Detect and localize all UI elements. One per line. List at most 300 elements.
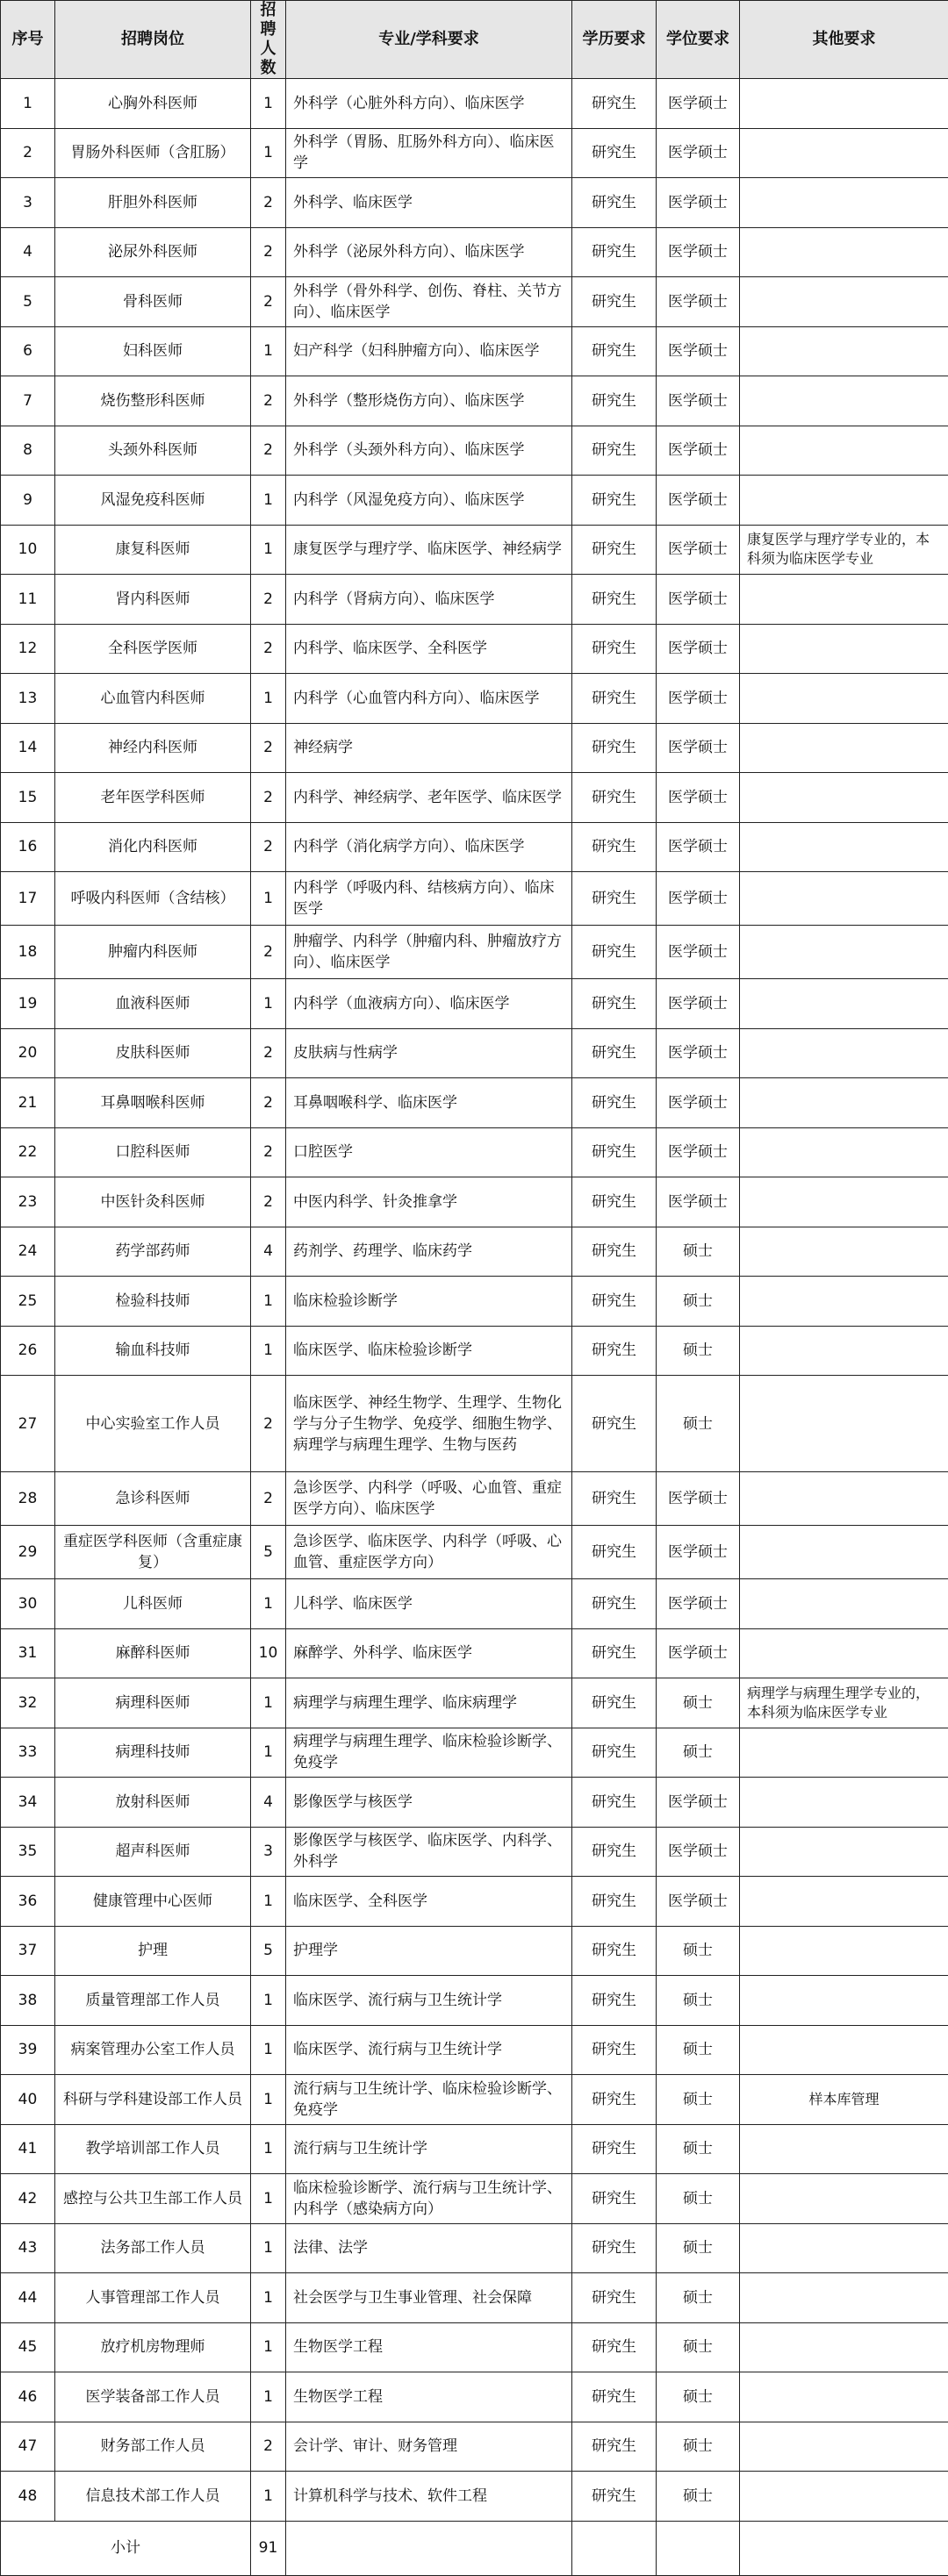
- cell-major: 内科学（血液病方向）、临床医学: [286, 979, 572, 1029]
- cell-position: 肾内科医师: [55, 575, 251, 625]
- table-row: [1, 1526, 948, 1579]
- cell-position: 肿瘤内科医师: [55, 926, 251, 979]
- cell-no: 20: [1, 1028, 55, 1078]
- cell-position: 烧伤整形科医师: [55, 376, 251, 426]
- cell-no: 37: [1, 1926, 55, 1976]
- header-education: 学历要求: [572, 1, 657, 79]
- table-row: [1, 1877, 948, 1927]
- cell-degree: 医学硕士: [657, 1579, 740, 1629]
- table-row: [1, 822, 948, 872]
- cell-education: 研究生: [572, 2273, 657, 2323]
- cell-major: 麻醉学、外科学、临床医学: [286, 1628, 572, 1678]
- cell-no: 38: [1, 1976, 55, 2026]
- cell-degree: 硕士: [657, 2174, 740, 2224]
- cell-other: [740, 2025, 948, 2075]
- table-row: [1, 1376, 948, 1472]
- cell-position: 耳鼻咽喉科医师: [55, 1078, 251, 1128]
- cell-degree: 硕士: [657, 2422, 740, 2472]
- cell-education: 研究生: [572, 1177, 657, 1227]
- cell-degree: 医学硕士: [657, 1078, 740, 1128]
- cell-position: 口腔科医师: [55, 1127, 251, 1177]
- cell-degree: 医学硕士: [657, 674, 740, 724]
- cell-education: 研究生: [572, 2422, 657, 2472]
- cell-no: 48: [1, 2472, 55, 2522]
- cell-major: 病理学与病理生理学、临床病理学: [286, 1678, 572, 1728]
- cell-other: [740, 1177, 948, 1227]
- cell-education: 研究生: [572, 178, 657, 228]
- cell-position: 病理科技师: [55, 1728, 251, 1778]
- cell-no: 40: [1, 2075, 55, 2125]
- cell-no: 16: [1, 822, 55, 872]
- cell-no: 11: [1, 575, 55, 625]
- cell-other: [740, 872, 948, 926]
- cell-degree: 硕士: [657, 2223, 740, 2273]
- cell-no: 46: [1, 2372, 55, 2422]
- cell-major: 临床医学、流行病与卫生统计学: [286, 2025, 572, 2075]
- cell-position: 病理科医师: [55, 1678, 251, 1728]
- cell-position: 输血科技师: [55, 1326, 251, 1376]
- header-no: 序号: [1, 1, 55, 79]
- total-empty-cell: [740, 2521, 948, 2575]
- cell-major: 内科学（呼吸内科、结核病方向）、临床医学: [286, 872, 572, 926]
- cell-education: 研究生: [572, 575, 657, 625]
- cell-degree: 医学硕士: [657, 1827, 740, 1877]
- table-row: [1, 1177, 948, 1227]
- cell-count: 1: [251, 1877, 286, 1927]
- cell-degree: 医学硕士: [657, 277, 740, 327]
- table-row: [1, 2124, 948, 2174]
- cell-position: 财务部工作人员: [55, 2422, 251, 2472]
- cell-count: 2: [251, 178, 286, 228]
- cell-education: 研究生: [572, 1227, 657, 1277]
- cell-other: [740, 1227, 948, 1277]
- cell-other: [740, 277, 948, 327]
- cell-other: [740, 1877, 948, 1927]
- cell-other: [740, 1628, 948, 1678]
- cell-count: 2: [251, 1376, 286, 1472]
- cell-no: 23: [1, 1177, 55, 1227]
- cell-other: [740, 822, 948, 872]
- cell-no: 5: [1, 277, 55, 327]
- cell-major: 计算机科学与技术、软件工程: [286, 2472, 572, 2522]
- cell-education: 研究生: [572, 979, 657, 1029]
- cell-major: 生物医学工程: [286, 2372, 572, 2422]
- cell-degree: 硕士: [657, 2273, 740, 2323]
- table-header-row: [1, 1, 948, 79]
- cell-count: 2: [251, 723, 286, 773]
- cell-position: 药学部药师: [55, 1227, 251, 1277]
- cell-count: 1: [251, 2025, 286, 2075]
- cell-other: [740, 2472, 948, 2522]
- table-row: [1, 426, 948, 476]
- cell-count: 1: [251, 2273, 286, 2323]
- cell-other: [740, 1526, 948, 1579]
- cell-position: 护理: [55, 1926, 251, 1976]
- cell-education: 研究生: [572, 2223, 657, 2273]
- cell-position: 老年医学科医师: [55, 773, 251, 823]
- cell-education: 研究生: [572, 2174, 657, 2224]
- cell-major: 法律、法学: [286, 2223, 572, 2273]
- cell-position: 肝胆外科医师: [55, 178, 251, 228]
- cell-education: 研究生: [572, 525, 657, 575]
- cell-education: 研究生: [572, 1728, 657, 1778]
- cell-count: 1: [251, 2472, 286, 2522]
- cell-education: 研究生: [572, 376, 657, 426]
- cell-education: 研究生: [572, 1926, 657, 1976]
- cell-degree: 医学硕士: [657, 79, 740, 129]
- cell-count: 1: [251, 2075, 286, 2125]
- cell-degree: 医学硕士: [657, 128, 740, 178]
- cell-position: 皮肤科医师: [55, 1028, 251, 1078]
- cell-education: 研究生: [572, 773, 657, 823]
- cell-major: 外科学（骨外科学、创伤、脊柱、关节方向）、临床医学: [286, 277, 572, 327]
- cell-no: 31: [1, 1628, 55, 1678]
- table-row: [1, 2223, 948, 2273]
- cell-other: [740, 1376, 948, 1472]
- cell-major: 急诊医学、内科学（呼吸、心血管、重症医学方向）、临床医学: [286, 1472, 572, 1526]
- cell-degree: 医学硕士: [657, 426, 740, 476]
- cell-other: [740, 2174, 948, 2224]
- cell-education: 研究生: [572, 426, 657, 476]
- cell-no: 12: [1, 624, 55, 674]
- cell-no: 17: [1, 872, 55, 926]
- cell-education: 研究生: [572, 872, 657, 926]
- cell-education: 研究生: [572, 674, 657, 724]
- cell-degree: 医学硕士: [657, 723, 740, 773]
- cell-major: 流行病与卫生统计学: [286, 2124, 572, 2174]
- cell-count: 5: [251, 1526, 286, 1579]
- cell-education: 研究生: [572, 79, 657, 129]
- cell-major: 生物医学工程: [286, 2322, 572, 2372]
- cell-degree: 医学硕士: [657, 376, 740, 426]
- cell-other: [740, 2273, 948, 2323]
- cell-count: 2: [251, 1127, 286, 1177]
- table-row: [1, 525, 948, 575]
- cell-position: 头颈外科医师: [55, 426, 251, 476]
- cell-no: 14: [1, 723, 55, 773]
- cell-major: 外科学（头颈外科方向）、临床医学: [286, 426, 572, 476]
- cell-other: 病理学与病理生理学专业的，本科须为临床医学专业: [740, 1678, 948, 1728]
- cell-other: [740, 1579, 948, 1629]
- table-row: [1, 1976, 948, 2026]
- cell-position: 康复科医师: [55, 525, 251, 575]
- cell-degree: 硕士: [657, 2472, 740, 2522]
- table-row: [1, 1127, 948, 1177]
- cell-count: 4: [251, 1778, 286, 1828]
- cell-other: [740, 575, 948, 625]
- cell-education: 研究生: [572, 624, 657, 674]
- cell-position: 信息技术部工作人员: [55, 2472, 251, 2522]
- cell-position: 感控与公共卫生部工作人员: [55, 2174, 251, 2224]
- cell-no: 34: [1, 1778, 55, 1828]
- cell-position: 病案管理办公室工作人员: [55, 2025, 251, 2075]
- cell-education: 研究生: [572, 476, 657, 526]
- cell-count: 1: [251, 2322, 286, 2372]
- cell-count: 3: [251, 1827, 286, 1877]
- cell-major: 临床医学、临床检验诊断学: [286, 1326, 572, 1376]
- cell-no: 22: [1, 1127, 55, 1177]
- header-count: 招聘人数: [251, 1, 286, 79]
- cell-position: 风湿免疫科医师: [55, 476, 251, 526]
- cell-major: 流行病与卫生统计学、临床检验诊断学、免疫学: [286, 2075, 572, 2125]
- cell-no: 28: [1, 1472, 55, 1526]
- cell-count: 2: [251, 1078, 286, 1128]
- cell-count: 2: [251, 773, 286, 823]
- cell-major: 耳鼻咽喉科学、临床医学: [286, 1078, 572, 1128]
- cell-other: [740, 178, 948, 228]
- total-empty-cell: [657, 2521, 740, 2575]
- cell-education: 研究生: [572, 1028, 657, 1078]
- cell-education: 研究生: [572, 2075, 657, 2125]
- cell-education: 研究生: [572, 822, 657, 872]
- table-row: [1, 178, 948, 228]
- cell-count: 1: [251, 2124, 286, 2174]
- cell-other: [740, 926, 948, 979]
- cell-no: 27: [1, 1376, 55, 1472]
- cell-no: 3: [1, 178, 55, 228]
- cell-major: 临床检验诊断学: [286, 1277, 572, 1327]
- cell-no: 6: [1, 326, 55, 376]
- cell-major: 神经病学: [286, 723, 572, 773]
- cell-count: 2: [251, 575, 286, 625]
- cell-count: 1: [251, 2174, 286, 2224]
- cell-major: 康复医学与理疗学、临床医学、神经病学: [286, 525, 572, 575]
- cell-education: 研究生: [572, 2472, 657, 2522]
- cell-position: 科研与学科建设部工作人员: [55, 2075, 251, 2125]
- cell-degree: 医学硕士: [657, 1177, 740, 1227]
- cell-position: 胃肠外科医师（含肛肠）: [55, 128, 251, 178]
- cell-position: 心胸外科医师: [55, 79, 251, 129]
- cell-count: 1: [251, 1976, 286, 2026]
- cell-position: 教学培训部工作人员: [55, 2124, 251, 2174]
- table-row: [1, 1926, 948, 1976]
- table-row: [1, 624, 948, 674]
- cell-major: 外科学（胃肠、肛肠外科方向）、临床医学: [286, 128, 572, 178]
- cell-count: 2: [251, 227, 286, 277]
- cell-other: [740, 2124, 948, 2174]
- table-row: [1, 674, 948, 724]
- cell-count: 2: [251, 822, 286, 872]
- cell-other: [740, 1472, 948, 1526]
- cell-education: 研究生: [572, 227, 657, 277]
- cell-degree: 硕士: [657, 1277, 740, 1327]
- cell-major: 急诊医学、临床医学、内科学（呼吸、心血管、重症医学方向）: [286, 1526, 572, 1579]
- table-row: [1, 2273, 948, 2323]
- cell-no: 25: [1, 1277, 55, 1327]
- cell-major: 内科学、神经病学、老年医学、临床医学: [286, 773, 572, 823]
- cell-no: 45: [1, 2322, 55, 2372]
- cell-other: [740, 476, 948, 526]
- table-row: [1, 979, 948, 1029]
- cell-education: 研究生: [572, 1827, 657, 1877]
- cell-no: 44: [1, 2273, 55, 2323]
- cell-count: 1: [251, 674, 286, 724]
- cell-degree: 医学硕士: [657, 979, 740, 1029]
- cell-education: 研究生: [572, 1326, 657, 1376]
- cell-major: 儿科学、临床医学: [286, 1579, 572, 1629]
- cell-other: [740, 227, 948, 277]
- cell-count: 1: [251, 476, 286, 526]
- cell-other: [740, 1127, 948, 1177]
- table-row: [1, 1078, 948, 1128]
- cell-count: 2: [251, 624, 286, 674]
- cell-degree: 硕士: [657, 2075, 740, 2125]
- cell-no: 4: [1, 227, 55, 277]
- cell-education: 研究生: [572, 1976, 657, 2026]
- cell-education: 研究生: [572, 128, 657, 178]
- table-row: [1, 2025, 948, 2075]
- cell-degree: 医学硕士: [657, 1778, 740, 1828]
- cell-major: 内科学（肾病方向）、临床医学: [286, 575, 572, 625]
- cell-education: 研究生: [572, 2322, 657, 2372]
- cell-other: [740, 426, 948, 476]
- cell-no: 21: [1, 1078, 55, 1128]
- cell-no: 36: [1, 1877, 55, 1927]
- table-row: [1, 2422, 948, 2472]
- cell-education: 研究生: [572, 1376, 657, 1472]
- cell-no: 13: [1, 674, 55, 724]
- cell-count: 1: [251, 979, 286, 1029]
- cell-position: 医学装备部工作人员: [55, 2372, 251, 2422]
- cell-other: [740, 674, 948, 724]
- header-position: 招聘岗位: [55, 1, 251, 79]
- cell-count: 2: [251, 926, 286, 979]
- cell-major: 社会医学与卫生事业管理、社会保障: [286, 2273, 572, 2323]
- cell-other: 康复医学与理疗学专业的，本科须为临床医学专业: [740, 525, 948, 575]
- cell-major: 外科学、临床医学: [286, 178, 572, 228]
- cell-position: 健康管理中心医师: [55, 1877, 251, 1927]
- table-row: [1, 1678, 948, 1728]
- cell-count: 10: [251, 1628, 286, 1678]
- cell-count: 4: [251, 1227, 286, 1277]
- header-major: 专业/学科要求: [286, 1, 572, 79]
- cell-no: 33: [1, 1728, 55, 1778]
- cell-major: 内科学（心血管内科方向）、临床医学: [286, 674, 572, 724]
- header-degree: 学位要求: [657, 1, 740, 79]
- table-row: [1, 773, 948, 823]
- cell-other: [740, 2422, 948, 2472]
- table-row: [1, 1227, 948, 1277]
- table-row: [1, 1579, 948, 1629]
- cell-major: 会计学、审计、财务管理: [286, 2422, 572, 2472]
- cell-position: 血液科医师: [55, 979, 251, 1029]
- cell-count: 1: [251, 1326, 286, 1376]
- cell-position: 人事管理部工作人员: [55, 2273, 251, 2323]
- total-row: [1, 2521, 948, 2575]
- cell-degree: 医学硕士: [657, 1877, 740, 1927]
- table-row: [1, 2472, 948, 2522]
- cell-degree: 医学硕士: [657, 326, 740, 376]
- cell-other: 样本库管理: [740, 2075, 948, 2125]
- cell-count: 1: [251, 79, 286, 129]
- cell-major: 妇产科学（妇科肿瘤方向）、临床医学: [286, 326, 572, 376]
- cell-position: 质量管理部工作人员: [55, 1976, 251, 2026]
- cell-other: [740, 1028, 948, 1078]
- cell-no: 29: [1, 1526, 55, 1579]
- cell-education: 研究生: [572, 1127, 657, 1177]
- cell-count: 1: [251, 1728, 286, 1778]
- cell-no: 24: [1, 1227, 55, 1277]
- cell-position: 超声科医师: [55, 1827, 251, 1877]
- cell-degree: 硕士: [657, 2124, 740, 2174]
- cell-degree: 医学硕士: [657, 178, 740, 228]
- cell-no: 18: [1, 926, 55, 979]
- cell-position: 放疗机房物理师: [55, 2322, 251, 2372]
- cell-count: 5: [251, 1926, 286, 1976]
- cell-position: 儿科医师: [55, 1579, 251, 1629]
- cell-major: 临床检验诊断学、流行病与卫生统计学、内科学（感染病方向）: [286, 2174, 572, 2224]
- total-label: 小计: [1, 2521, 251, 2575]
- table-row: [1, 2174, 948, 2224]
- cell-position: 急诊科医师: [55, 1472, 251, 1526]
- cell-degree: 医学硕士: [657, 575, 740, 625]
- cell-position: 中医针灸科医师: [55, 1177, 251, 1227]
- table-row: [1, 723, 948, 773]
- cell-no: 2: [1, 128, 55, 178]
- cell-position: 消化内科医师: [55, 822, 251, 872]
- cell-major: 内科学（风湿免疫方向）、临床医学: [286, 476, 572, 526]
- cell-count: 2: [251, 1028, 286, 1078]
- table-row: [1, 1472, 948, 1526]
- cell-other: [740, 1827, 948, 1877]
- cell-major: 肿瘤学、内科学（肿瘤内科、肿瘤放疗方向）、临床医学: [286, 926, 572, 979]
- cell-count: 2: [251, 426, 286, 476]
- cell-education: 研究生: [572, 2124, 657, 2174]
- cell-count: 1: [251, 1277, 286, 1327]
- cell-major: 中医内科学、针灸推拿学: [286, 1177, 572, 1227]
- cell-degree: 医学硕士: [657, 1127, 740, 1177]
- cell-major: 临床医学、流行病与卫生统计学: [286, 1976, 572, 2026]
- cell-degree: 医学硕士: [657, 1526, 740, 1579]
- cell-position: 心血管内科医师: [55, 674, 251, 724]
- cell-other: [740, 1078, 948, 1128]
- cell-education: 研究生: [572, 1579, 657, 1629]
- cell-other: [740, 979, 948, 1029]
- table-row: [1, 575, 948, 625]
- cell-no: 9: [1, 476, 55, 526]
- cell-degree: 医学硕士: [657, 525, 740, 575]
- total-empty-cell: [572, 2521, 657, 2575]
- table-row: [1, 1628, 948, 1678]
- cell-no: 42: [1, 2174, 55, 2224]
- table-row: [1, 128, 948, 178]
- table-row: [1, 2322, 948, 2372]
- cell-other: [740, 376, 948, 426]
- cell-position: 神经内科医师: [55, 723, 251, 773]
- table-row: [1, 227, 948, 277]
- cell-other: [740, 1976, 948, 2026]
- table-row: [1, 1827, 948, 1877]
- cell-count: 1: [251, 1579, 286, 1629]
- cell-major: 药剂学、药理学、临床药学: [286, 1227, 572, 1277]
- cell-education: 研究生: [572, 1277, 657, 1327]
- cell-count: 1: [251, 326, 286, 376]
- table-row: [1, 1277, 948, 1327]
- cell-major: 影像医学与核医学、临床医学、内科学、外科学: [286, 1827, 572, 1877]
- cell-degree: 医学硕士: [657, 1628, 740, 1678]
- table-row: [1, 2372, 948, 2422]
- cell-education: 研究生: [572, 1877, 657, 1927]
- cell-no: 43: [1, 2223, 55, 2273]
- cell-major: 外科学（泌尿外科方向）、临床医学: [286, 227, 572, 277]
- cell-education: 研究生: [572, 1472, 657, 1526]
- cell-degree: 硕士: [657, 1926, 740, 1976]
- cell-education: 研究生: [572, 1678, 657, 1728]
- cell-degree: 硕士: [657, 1326, 740, 1376]
- cell-other: [740, 1778, 948, 1828]
- cell-other: [740, 1728, 948, 1778]
- table-row: [1, 79, 948, 129]
